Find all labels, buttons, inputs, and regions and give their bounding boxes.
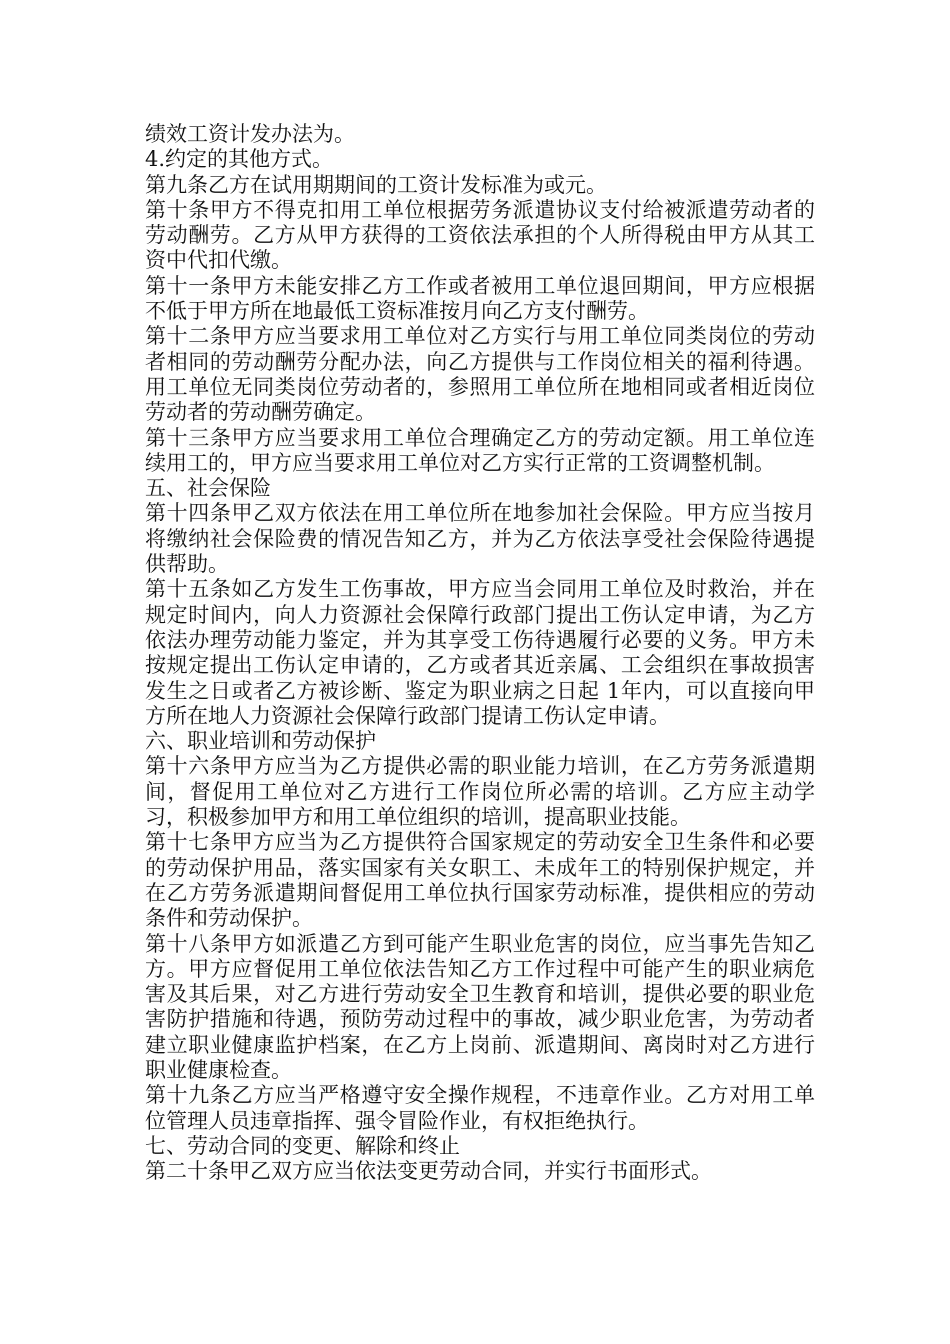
- section-heading-social-insurance: 五、社会保险: [145, 476, 271, 501]
- article-19: 第十九条乙方应当严格遵守安全操作规程，不违章作业。乙方对用工单位管理人员违章指挥、强令冒险作业，有权拒绝执行。: [145, 1083, 815, 1133]
- article-9: 第九条乙方在试用期期间的工资计发标准为或元。: [145, 172, 607, 197]
- section-heading-contract-changes: 七、劳动合同的变更、解除和终止: [145, 1133, 460, 1158]
- article-17: 第十七条甲方应当为乙方提供符合国家规定的劳动安全卫生条件和必要的劳动保护用品，落实国家有关女职工、未成年工的特别保护规定，并在乙方劳务派遣期间督促用工单位执行国家劳动标准，提供相应的劳动条件和劳动保护。: [145, 830, 815, 931]
- article-15: 第十五条如乙方发生工伤事故，甲方应当会同用工单位及时救治，并在规定时间内，向人力资源社会保障行政部门提出工伤认定申请，为乙方依法办理劳动能力鉴定，并为其享受工伤待遇履行必要的义务。甲方未按规定提出工伤认定申请的，乙方或者其近亲属、工会组织在事故损害发生之日或者乙方被诊断、鉴定为职业病之日起 1年内，可以直接向甲方所在地人力资源社会保障行政部门提请工伤认定申请。: [145, 577, 815, 728]
- article-12: 第十二条甲方应当要求用工单位对乙方实行与用工单位同类岗位的劳动者相同的劳动酬劳分配办法，向乙方提供与工作岗位相关的福利待遇。用工单位无同类岗位劳动者的，参照用工单位所在地相同或者相近岗位劳动者的劳动酬劳确定。: [145, 324, 815, 425]
- article-10: 第十条甲方不得克扣用工单位根据劳务派遣协议支付给被派遣劳动者的劳动酬劳。乙方从甲方获得的工资依法承担的个人所得税由甲方从其工资中代扣代缴。: [145, 197, 815, 273]
- section-heading-training-protection: 六、职业培训和劳动保护: [145, 729, 376, 754]
- article-13: 第十三条甲方应当要求用工单位合理确定乙方的劳动定额。用工单位连续用工的，甲方应当要求用工单位对乙方实行正常的工资调整机制。: [145, 425, 815, 475]
- paragraph-other-methods: 4.约定的其他方式。: [145, 147, 334, 172]
- document-body: [145, 122, 815, 1184]
- paragraph-performance-pay: 绩效工资计发办法为。: [145, 122, 355, 146]
- article-18: 第十八条甲方如派遣乙方到可能产生职业危害的岗位，应当事先告知乙方。甲方应督促用工单位依法告知乙方工作过程中可能产生的职业病危害及其后果，对乙方进行劳动安全卫生教育和培训，提供必要的职业危害防护措施和待遇，预防劳动过程中的事故，减少职业危害，为劳动者建立职业健康监护档案，在乙方上岗前、派遣期间、离岗时对乙方进行职业健康检查。: [145, 931, 815, 1082]
- article-11: 第十一条甲方未能安排乙方工作或者被用工单位退回期间，甲方应根据不低于甲方所在地最低工资标准按月向乙方支付酬劳。: [145, 273, 815, 324]
- article-14: 第十四条甲乙双方依法在用工单位所在地参加社会保险。甲方应当按月将缴纳社会保险费的情况告知乙方，并为乙方依法享受社会保险待遇提供帮助。: [145, 501, 815, 577]
- article-16: 第十六条甲方应当为乙方提供必需的职业能力培训，在乙方劳务派遣期间，督促用工单位对乙方进行工作岗位所必需的培训。乙方应主动学习，积极参加甲方和用工单位组织的培训，提高职业技能。: [145, 754, 815, 830]
- article-20: 第二十条甲乙双方应当依法变更劳动合同，并实行书面形式。: [145, 1159, 712, 1184]
